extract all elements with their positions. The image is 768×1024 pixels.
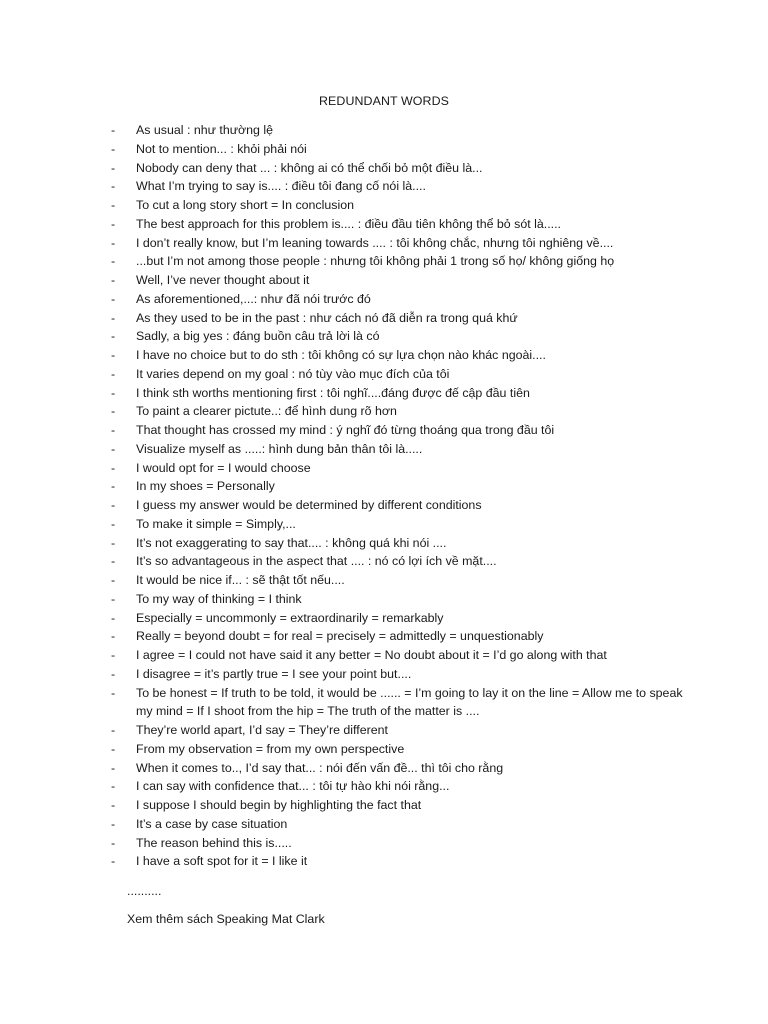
- list-item: [0, 496, 768, 515]
- bullet-dash: -: [111, 310, 116, 325]
- list-item-text: To cut a long story short = In conclusion: [136, 198, 354, 212]
- list-item: [0, 665, 768, 684]
- bullet-dash: -: [111, 123, 116, 137]
- list-item: [0, 852, 768, 871]
- list-item-text: I agree = I could not have said it any better = No doubt about it = I’d go along with that: [136, 648, 607, 662]
- bullet-dash: -: [111, 610, 116, 625]
- list-item-text: It varies depend on my goal : nó tùy vào mục đích của tôi: [136, 366, 450, 381]
- list-item: [0, 477, 768, 496]
- list-item-text: It would be nice if... : sẽ thật tốt nếu....: [136, 573, 345, 587]
- bullet-dash: -: [111, 141, 116, 156]
- list-item-text: The reason behind this is.....: [136, 835, 292, 850]
- list-item: [0, 327, 768, 346]
- bullet-dash: -: [111, 179, 116, 194]
- list-item-text: ...but I’m not among those people : nhưng tôi không phải 1 trong số họ/ không giống họ: [136, 254, 615, 269]
- bullet-dash: -: [111, 535, 116, 550]
- list-item: [0, 309, 768, 328]
- list-item-text: As they used to be in the past : như cách nó đã diễn ra trong quá khứ: [136, 310, 518, 325]
- list-item-text: I don’t really know, but I’m leaning towards .... : tôi không chắc, nhưng tôi nghiêng về....: [136, 235, 614, 250]
- list-item-text: I think sth worths mentioning first : tôi nghĩ....đáng được đế cập đầu tiên: [136, 385, 530, 400]
- list-item-text: When it comes to.., I’d say that... : nói đến vấn đề... thì tôi cho rằng: [136, 760, 504, 775]
- list-item-text: Sadly, a big yes : đáng buồn câu trả lời là có: [136, 329, 380, 344]
- list-item: [0, 121, 768, 140]
- list-item-text: Especially = uncommonly = extraordinarily = remarkably: [136, 610, 444, 625]
- page-title: REDUNDANT WORDS: [319, 94, 449, 108]
- bullet-dash: -: [111, 573, 116, 587]
- list-item: [0, 646, 768, 665]
- list-item: [0, 552, 768, 571]
- list-item: [0, 721, 768, 740]
- bullet-dash: -: [111, 760, 116, 775]
- list-item-text: That thought has crossed my mind : ý nghĩ đó từng thoáng qua trong đầu tôi: [136, 423, 555, 437]
- bullet-dash: -: [111, 741, 116, 756]
- bullet-dash: -: [111, 498, 116, 512]
- bullet-dash: -: [111, 460, 116, 475]
- list-item-text: I suppose I should begin by highlighting the fact that: [136, 798, 422, 812]
- list-item: [0, 571, 768, 590]
- list-item-text: From my observation = from my own perspective: [136, 741, 405, 756]
- phrase-list: [0, 121, 768, 871]
- list-item: [0, 834, 768, 853]
- bullet-dash: -: [111, 404, 116, 419]
- bullet-dash: -: [111, 648, 116, 662]
- bullet-dash: -: [111, 329, 116, 344]
- list-item: [0, 402, 768, 421]
- list-item-text: To be honest = If truth to be told, it would be ...... = I’m going to lay it on the line = Allow me to speak my mind = If I shoot from the hip = The truth of the matter is ....: [136, 685, 683, 719]
- list-item-text: As usual : như thường lệ: [136, 123, 273, 137]
- bullet-dash: -: [111, 160, 116, 175]
- list-item: [0, 440, 768, 459]
- list-item-text: What I’m trying to say is.... : điều tôi đang cố nói là....: [136, 179, 426, 194]
- list-item: [0, 796, 768, 815]
- bullet-dash: -: [111, 198, 116, 212]
- list-item-text: In my shoes = Personally: [136, 479, 275, 494]
- bullet-dash: -: [111, 385, 116, 400]
- bullet-dash: -: [111, 516, 116, 531]
- bullet-dash: -: [111, 666, 116, 681]
- list-item-text: Visualize myself as .....: hình dung bản thân tôi là.....: [136, 441, 423, 456]
- list-item: [0, 215, 768, 234]
- list-item: [0, 459, 768, 478]
- bullet-dash: -: [111, 798, 116, 812]
- list-item: [0, 365, 768, 384]
- bullet-dash: -: [111, 479, 116, 494]
- bullet-dash: -: [111, 854, 116, 869]
- bullet-dash: -: [111, 273, 116, 287]
- list-item: [0, 196, 768, 215]
- list-item: [0, 140, 768, 159]
- list-item: [0, 515, 768, 534]
- list-item-text: I have a soft spot for it = I like it: [136, 854, 308, 869]
- list-item-text: I can say with confidence that... : tôi tự hào khi nói rằng...: [136, 779, 450, 794]
- list-item-text: Not to mention... : khỏi phải nói: [136, 141, 307, 156]
- footer-note: Xem thêm sách Speaking Mat Clark: [127, 912, 325, 926]
- list-item-text: It’s a case by case situation: [136, 816, 288, 831]
- list-item-text: The best approach for this problem is.... : điều đầu tiên không thể bỏ sót là.....: [136, 216, 561, 231]
- bullet-dash: -: [111, 348, 116, 362]
- list-item-text: It’s so advantageous in the aspect that .... : nó có lợi ích về mặt....: [136, 554, 497, 569]
- list-item-text: To make it simple = Simply,...: [136, 516, 296, 531]
- list-item-text: Really = beyond doubt = for real = precisely = admittedly = unquestionably: [136, 629, 544, 644]
- list-item-text: I disagree = it’s partly true = I see your point but....: [136, 666, 412, 681]
- bullet-dash: -: [111, 779, 116, 794]
- list-item-text: To paint a clearer pictute..: để hình dung rõ hơn: [136, 404, 397, 419]
- bullet-dash: -: [111, 629, 116, 644]
- list-item-text: I have no choice but to do sth : tôi không có sự lựa chọn nào khác ngoài....: [136, 348, 546, 362]
- list-item: [0, 759, 768, 778]
- bullet-dash: -: [111, 216, 116, 231]
- list-item-text: Nobody can deny that ... : không ai có thể chối bỏ một điều là...: [136, 160, 483, 175]
- bullet-dash: -: [111, 235, 116, 250]
- list-item-text: I would opt for = I would choose: [136, 460, 311, 475]
- bullet-dash: -: [111, 554, 116, 569]
- list-item-text: It’s not exaggerating to say that.... : không quá khi nói ....: [136, 535, 447, 550]
- list-item: [0, 627, 768, 646]
- bullet-dash: -: [111, 254, 116, 269]
- bullet-dash: -: [111, 291, 116, 306]
- list-item: [0, 159, 768, 178]
- list-item: [0, 590, 768, 609]
- list-item-text: They’re world apart, I’d say = They’re different: [136, 723, 388, 737]
- list-item-text: As aforementioned,...: như đã nói trước đó: [136, 291, 371, 306]
- list-item: [0, 684, 768, 722]
- bullet-dash: -: [111, 423, 116, 437]
- list-item: [0, 252, 768, 271]
- list-item: [0, 177, 768, 196]
- ellipsis-text: ..........: [127, 884, 162, 898]
- list-item-text: To my way of thinking = I think: [136, 591, 302, 606]
- list-item: [0, 421, 768, 440]
- bullet-dash: -: [111, 835, 116, 850]
- bullet-dash: -: [111, 591, 116, 606]
- list-item: [0, 384, 768, 403]
- list-item: [0, 234, 768, 253]
- list-item: [0, 346, 768, 365]
- list-item: [0, 534, 768, 553]
- list-item-text: Well, I’ve never thought about it: [136, 273, 310, 287]
- bullet-dash: -: [111, 685, 116, 700]
- bullet-dash: -: [111, 723, 116, 737]
- bullet-dash: -: [111, 816, 116, 831]
- list-item: [0, 609, 768, 628]
- list-item: [0, 290, 768, 309]
- bullet-dash: -: [111, 366, 116, 381]
- list-item: [0, 815, 768, 834]
- list-item: [0, 271, 768, 290]
- list-item-text: I guess my answer would be determined by different conditions: [136, 498, 482, 512]
- list-item: [0, 777, 768, 796]
- list-item: [0, 740, 768, 759]
- bullet-dash: -: [111, 441, 116, 456]
